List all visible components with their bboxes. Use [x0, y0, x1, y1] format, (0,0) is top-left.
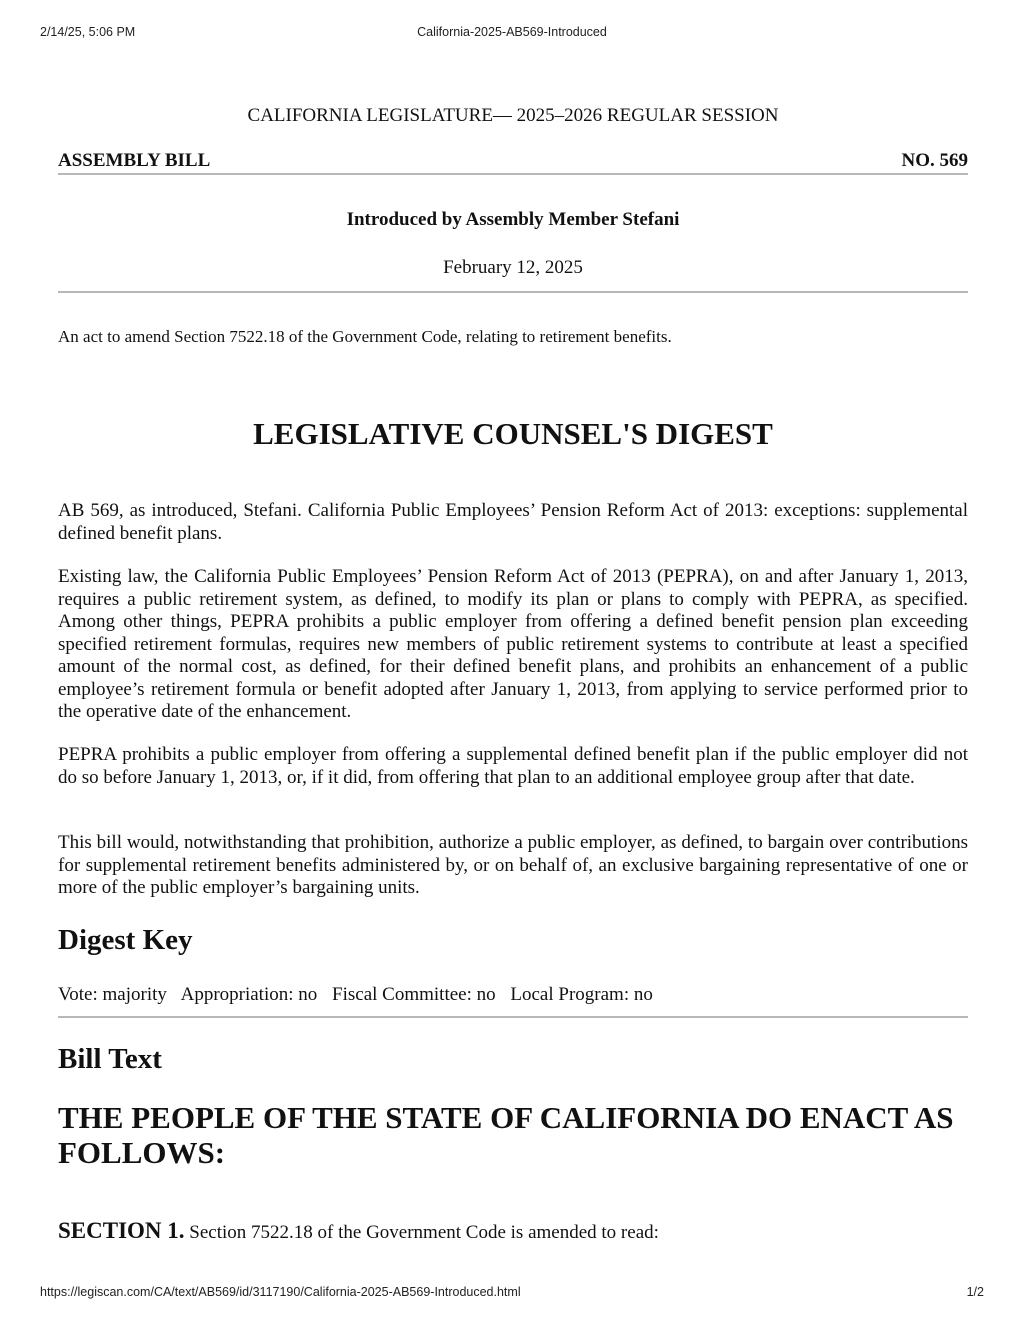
- introduced-by: Introduced by Assembly Member Stefani: [346, 209, 680, 230]
- digest-paragraph: AB 569, as introduced, Stefani. California Public Employees’ Pension Reform Act of 2013: exceptions: supplemental defined benefit plans.: [58, 500, 968, 544]
- act-title: An act to amend Section 7522.18 of the Government Code, relating to retirement benefits.: [58, 327, 672, 346]
- print-footer: [40, 1285, 984, 1301]
- digest-key-divider: [58, 1016, 968, 1018]
- bill-text-heading: Bill Text: [58, 1043, 162, 1075]
- digest-paragraph: PEPRA prohibits a public employer from offering a supplemental defined benefit plan if the public employer did not do so before January 1, 2013, or, if it did, from offering that plan to an additional employee group after that date.: [58, 744, 968, 788]
- section-text: Section 7522.18 of the Government Code is amended to read:: [189, 1222, 659, 1243]
- print-date: 2/14/25, 5:06 PM: [40, 25, 136, 39]
- bill-type: ASSEMBLY BILL: [58, 150, 211, 171]
- session-title: CALIFORNIA LEGISLATURE— 2025–2026 REGULAR SESSION: [247, 105, 779, 126]
- digest-key-vote: Vote: majority: [58, 984, 167, 1005]
- page-number: 1/2: [966, 1285, 984, 1299]
- digest-key-heading: Digest Key: [58, 924, 193, 956]
- header-divider: [58, 173, 968, 175]
- print-document-title: California-2025-AB569-Introduced: [417, 25, 607, 39]
- digest-paragraph: This bill would, notwithstanding that prohibition, authorize a public employer, as defined, to bargain over contributions for supplemental retirement benefits administered by, or on behalf of, an exclusive bargaining representative of one or more of the public employer’s bargaining units.: [58, 832, 968, 898]
- digest-key-appropriation: Appropriation: no: [180, 984, 318, 1005]
- introduced-date: February 12, 2025: [443, 257, 583, 278]
- intro-divider: [58, 291, 968, 293]
- section-label: SECTION 1.: [58, 1218, 185, 1243]
- enacting-clause: THE PEOPLE OF THE STATE OF CALIFORNIA DO ENACT AS FOLLOWS:: [58, 1100, 954, 1170]
- digest-key-values: [58, 984, 968, 1006]
- digest-paragraph: Existing law, the California Public Employees’ Pension Reform Act of 2013 (PEPRA), on and after January 1, 2013, requires a public retirement system, as defined, to modify its plan or plans to comply with PEPRA, as specified. Among other things, PEPRA prohibits a public employer from offering a defined benefit pension plan exceeding specified retirement formulas, requires new members of public retirement systems to contribute at least a specified amount of the normal cost, as defined, for their defined benefit plans, and prohibits an enhancement of a public employee’s retirement formula or benefit adopted after January 1, 2013, from applying to service performed prior to the operative date of the enhancement.: [58, 566, 968, 722]
- page-url: https://legiscan.com/CA/text/AB569/id/3117190/California-2025-AB569-Introduced.html: [40, 1285, 521, 1299]
- bill-number: NO. 569: [901, 150, 968, 171]
- print-header: [40, 25, 984, 41]
- digest-heading: LEGISLATIVE COUNSEL'S DIGEST: [253, 416, 773, 451]
- section-1: [58, 1218, 968, 1244]
- digest-key-local-program: Local Program: no: [510, 984, 653, 1005]
- digest-key-fiscal-committee: Fiscal Committee: no: [332, 984, 496, 1005]
